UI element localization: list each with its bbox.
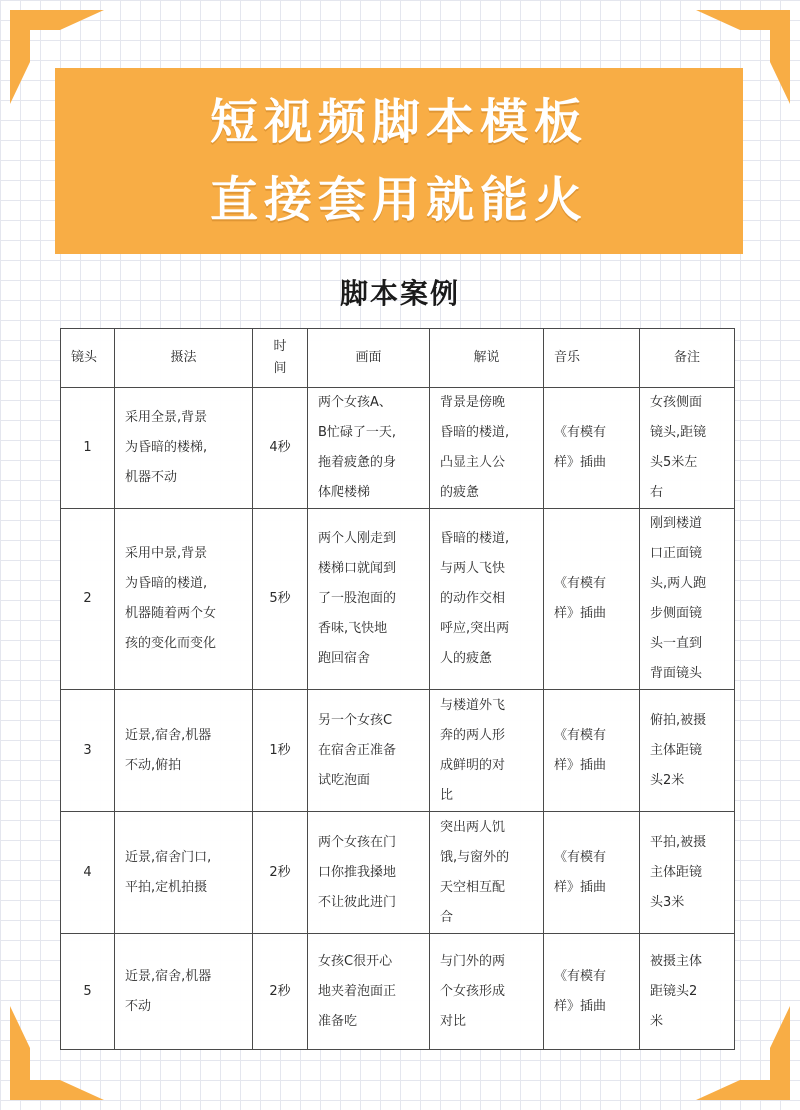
cell-notes: 俯拍,被摄 主体距镜 头2米 <box>640 690 735 812</box>
cell-music: 《有模有 样》插曲 <box>544 812 640 934</box>
banner-title-line-1: 短视频脚本模板 <box>209 94 588 150</box>
cell-narration: 昏暗的楼道, 与两人飞快 的动作交相 呼应,突出两 人的疲惫 <box>430 509 544 690</box>
table-row <box>61 388 735 509</box>
cell-narration: 背景是傍晚 昏暗的楼道, 凸显主人公 的疲惫 <box>430 388 544 509</box>
table-row <box>61 509 735 690</box>
cell-method: 近景,宿舍,机器 不动,俯拍 <box>115 690 253 812</box>
header-narration: 解说 <box>430 329 544 388</box>
cell-scene: 两个女孩在门 口你推我搡地 不让彼此进门 <box>308 812 430 934</box>
cell-method: 采用全景,背景 为昏暗的楼梯, 机器不动 <box>115 388 253 509</box>
table-row <box>61 812 735 934</box>
cell-shot: 1 <box>61 388 115 509</box>
cell-method: 采用中景,背景 为昏暗的楼道, 机器随着两个女 孩的变化而变化 <box>115 509 253 690</box>
cell-narration: 突出两人饥 饿,与窗外的 天空相互配 合 <box>430 812 544 934</box>
cell-shot: 5 <box>61 934 115 1050</box>
cell-time: 1秒 <box>253 690 308 812</box>
header-method: 摄法 <box>115 329 253 388</box>
banner-title-line-2: 直接套用就能火 <box>209 172 588 228</box>
cell-music: 《有模有 样》插曲 <box>544 690 640 812</box>
header-music: 音乐 <box>544 329 640 388</box>
cell-music: 《有模有 样》插曲 <box>544 934 640 1050</box>
table-row <box>61 690 735 812</box>
cell-shot: 4 <box>61 812 115 934</box>
cell-scene: 另一个女孩C 在宿舍正准备 试吃泡面 <box>308 690 430 812</box>
cell-time: 4秒 <box>253 388 308 509</box>
cell-scene: 女孩C很开心 地夹着泡面正 准备吃 <box>308 934 430 1050</box>
cell-method: 近景,宿舍门口, 平拍,定机拍摄 <box>115 812 253 934</box>
cell-time: 2秒 <box>253 812 308 934</box>
cell-narration: 与楼道外飞 奔的两人形 成鲜明的对 比 <box>430 690 544 812</box>
header-shot: 镜头 <box>61 329 115 388</box>
header-notes: 备注 <box>640 329 735 388</box>
cell-music: 《有模有 样》插曲 <box>544 509 640 690</box>
header-scene: 画面 <box>308 329 430 388</box>
cell-notes: 女孩侧面 镜头,距镜 头5米左 右 <box>640 388 735 509</box>
cell-notes: 刚到楼道 口正面镜 头,两人跑 步侧面镜 头一直到 背面镜头 <box>640 509 735 690</box>
cell-notes: 平拍,被摄 主体距镜 头3米 <box>640 812 735 934</box>
cell-scene: 两个女孩A、 B忙碌了一天, 拖着疲惫的身 体爬楼梯 <box>308 388 430 509</box>
cell-shot: 2 <box>61 509 115 690</box>
cell-shot: 3 <box>61 690 115 812</box>
table-header-row <box>61 329 735 388</box>
cell-narration: 与门外的两 个女孩形成 对比 <box>430 934 544 1050</box>
cell-notes: 被摄主体 距镜头2 米 <box>640 934 735 1050</box>
cell-method: 近景,宿舍,机器 不动 <box>115 934 253 1050</box>
header-time: 时 间 <box>253 329 308 388</box>
section-title: 脚本案例 <box>339 277 460 310</box>
table-row <box>61 934 735 1050</box>
cell-scene: 两个人刚走到 楼梯口就闻到 了一股泡面的 香味,飞快地 跑回宿舍 <box>308 509 430 690</box>
cell-music: 《有模有 样》插曲 <box>544 388 640 509</box>
cell-time: 5秒 <box>253 509 308 690</box>
script-table <box>60 328 735 1050</box>
title-banner <box>55 68 743 254</box>
cell-time: 2秒 <box>253 934 308 1050</box>
